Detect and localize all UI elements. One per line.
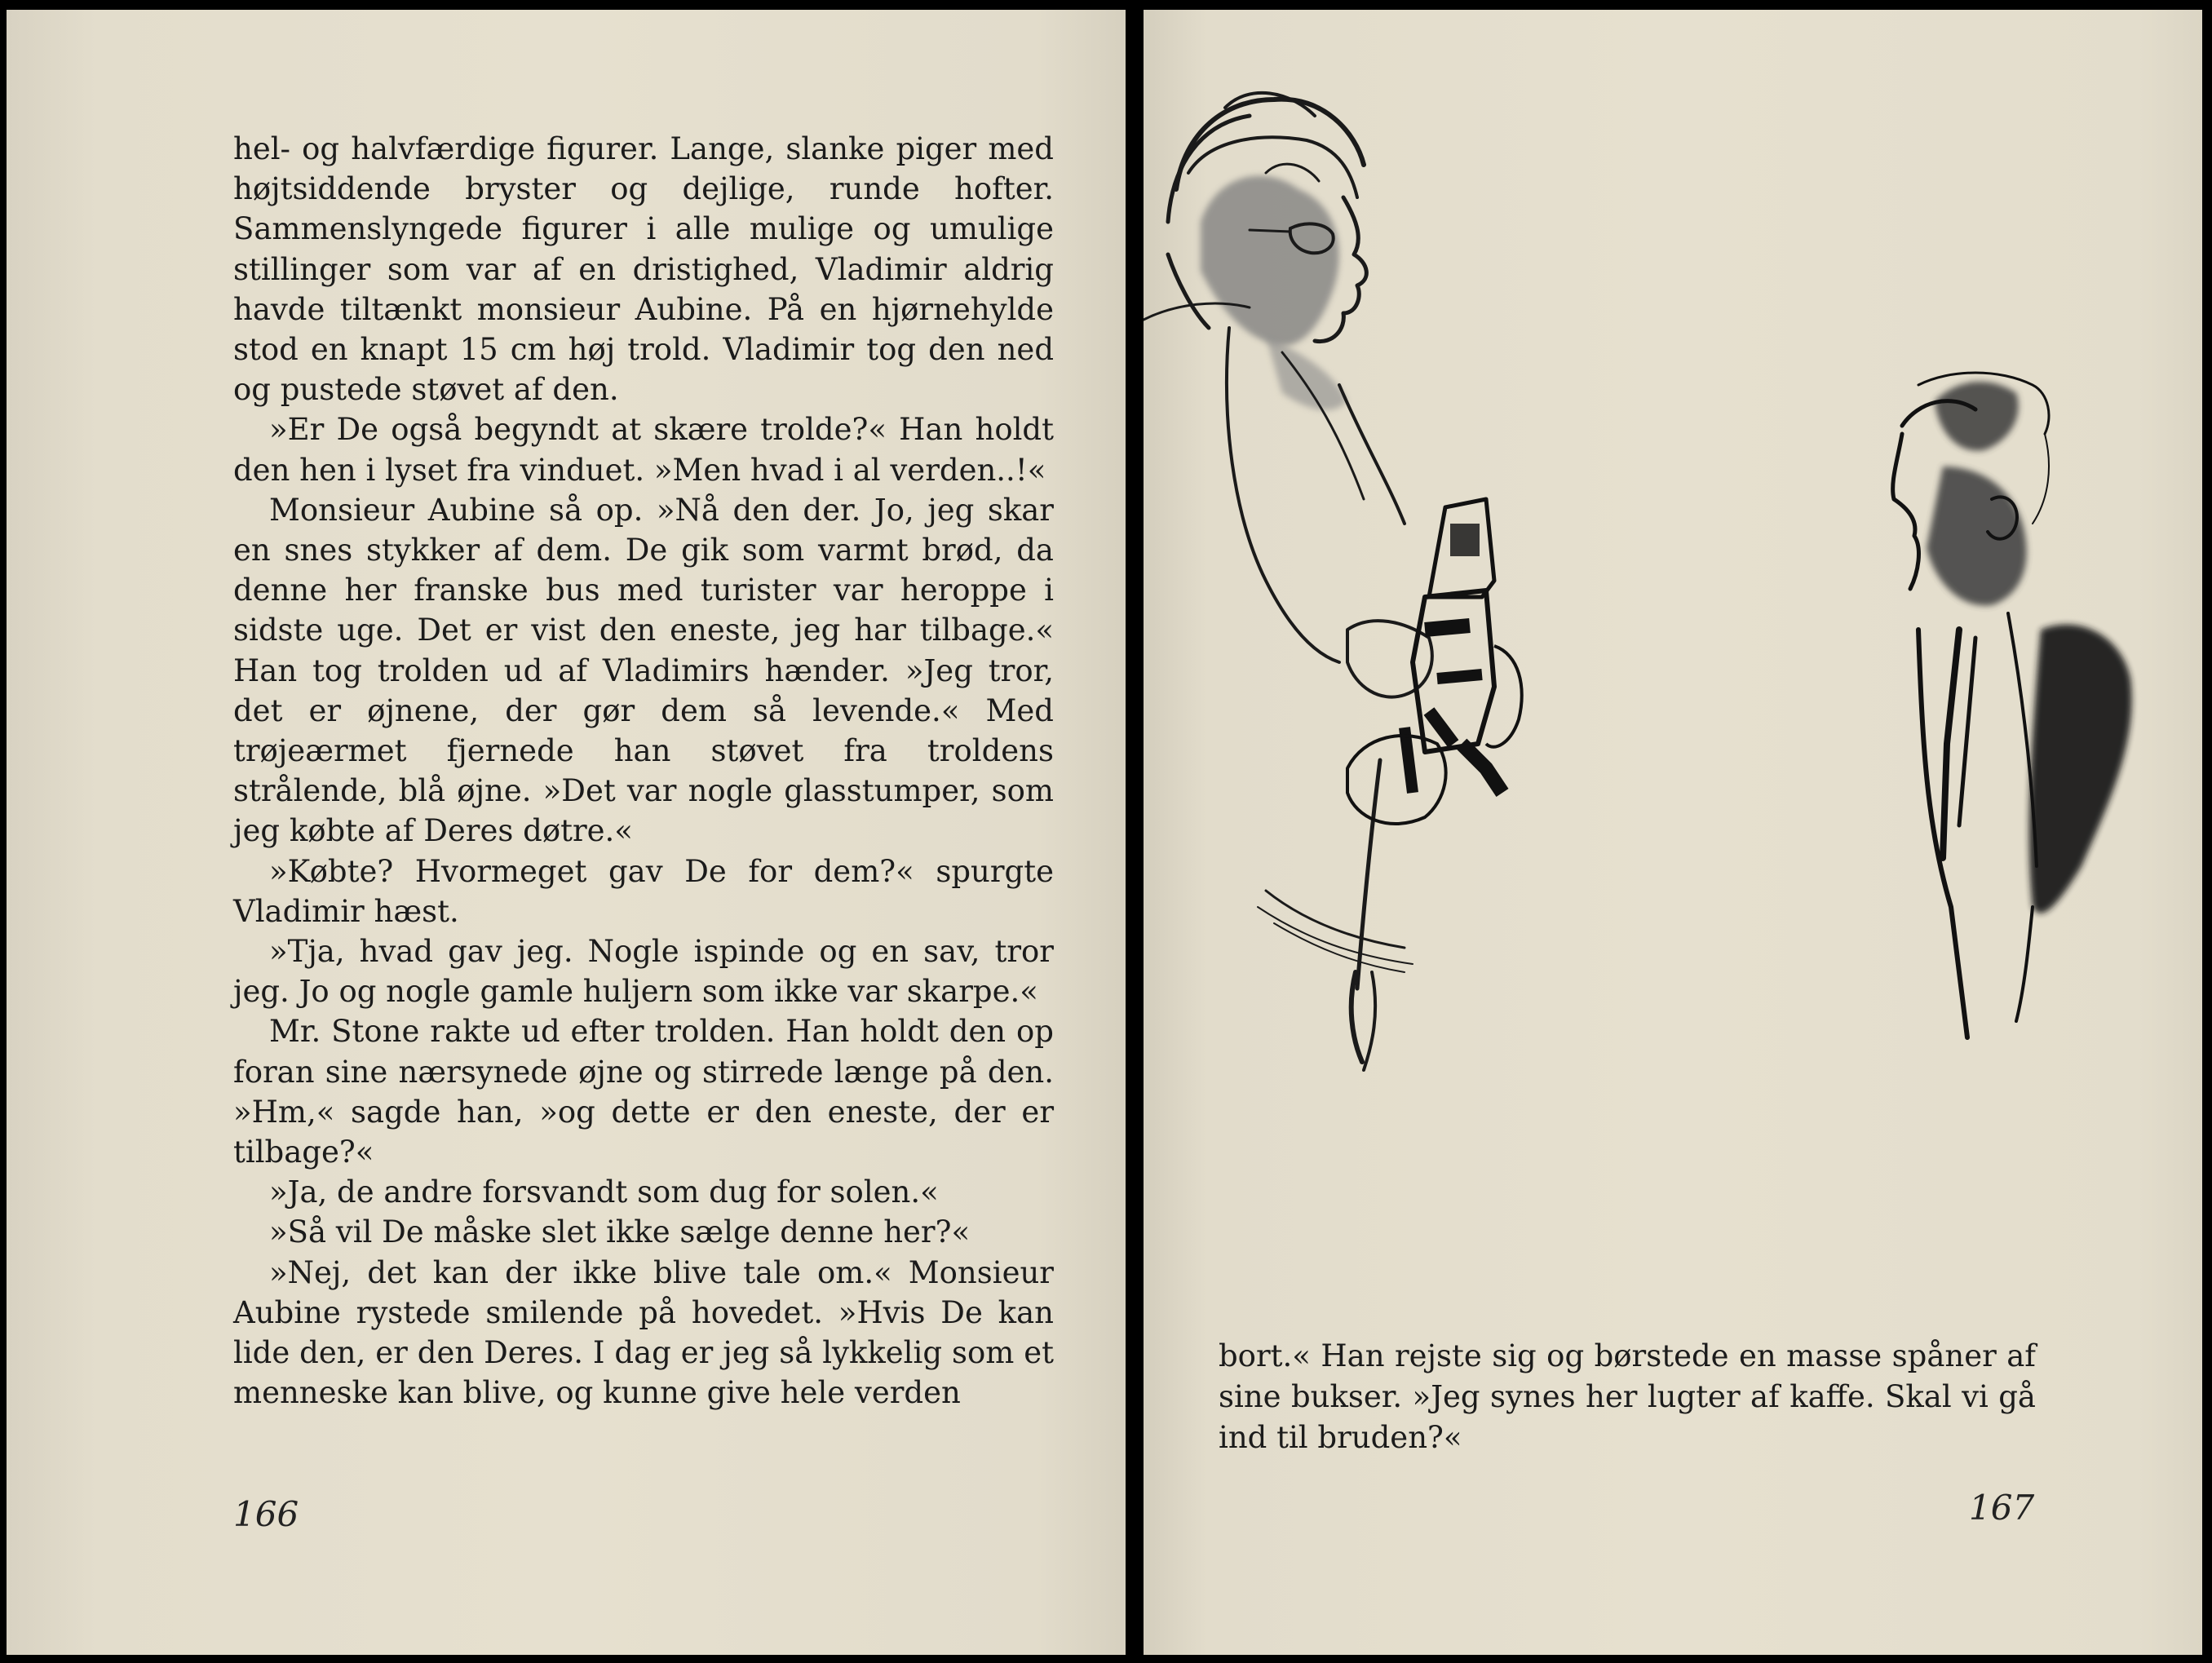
paragraph: hel- og halvfærdige figurer. Lange, slanke piger med højtsiddende bryster og dejlige, runde hofter. Sammenslyngede figurer i alle mulige og umulige stillinger som var af en dristighed, Vladimir aldrig havde tiltænkt monsieur Aubine. På en hjørnehylde stod en knapt 15 cm høj trold. Vladimir tog den ned og pustede støvet af den. [233,131,1054,408]
paragraph: »Så vil De måske slet ikke sælge denne her?« [269,1214,971,1250]
right-page [1144,10,2202,1655]
paragraph: »Nej, det kan der ikke blive tale om.« Monsieur Aubine rystede smilende på hovedet. »Hvis De kan lide den, er den Deres. I dag er jeg så lykkelig som et menneske kan blive, og kunne give hele verden [233,1254,1054,1411]
troll-figurine [1347,499,1522,824]
right-figure [1893,373,2132,1037]
paragraph: Monsieur Aubine så op. »Nå den der. Jo, jeg skar en snes stykker af dem. De gik som varmt brød, da denne her franske bus med turister var heroppe i sidste uge. Det er vist den eneste, jeg har tilbage.« Han tog trolden ud af Vladimirs hænder. »Jeg tror, det er øjnene, der gør dem så levende.« Med trøjeærmet fjernede han støvet fra troldens strålende, blå øjne. »Det var nogle glasstumper, som jeg købte af Deres døtre.« [233,492,1054,849]
paragraph: »Ja, de andre forsvandt som dug for solen.« [269,1174,939,1210]
ink-illustration [1144,10,2202,1315]
left-page [7,10,1126,1655]
paragraph: »Tja, hvad gav jeg. Nogle ispinde og en sav, tror jeg. Jo og nogle gamle huljern som ikke var skarpe.« [233,934,1054,1010]
right-page-text [1219,1336,2036,1458]
paragraph: Mr. Stone rakte ud efter trolden. Han holdt den op foran sine nærsynede øjne og stirrede længe på den. »Hm,« sagde han, »og dette er den eneste, der er tilbage?« [233,1014,1054,1170]
left-figure [1144,93,1432,1070]
paragraph: bort.« Han rejste sig og børstede en masse spåner af sine bukser. »Jeg synes her lugter af kaffe. Skal vi gå ind til bruden?« [1219,1338,2036,1455]
paragraph: »Købte? Hvormeget gav De for dem?« spurgte Vladimir hæst. [233,853,1054,929]
paragraph: »Er De også begyndt at skære trolde?« Han holdt den hen i lyset fra vinduet. »Men hvad i al verden..!« [233,412,1054,488]
left-page-text [233,129,1054,1413]
page-number: 167 [1969,1488,2035,1528]
page-number: 166 [233,1494,299,1534]
